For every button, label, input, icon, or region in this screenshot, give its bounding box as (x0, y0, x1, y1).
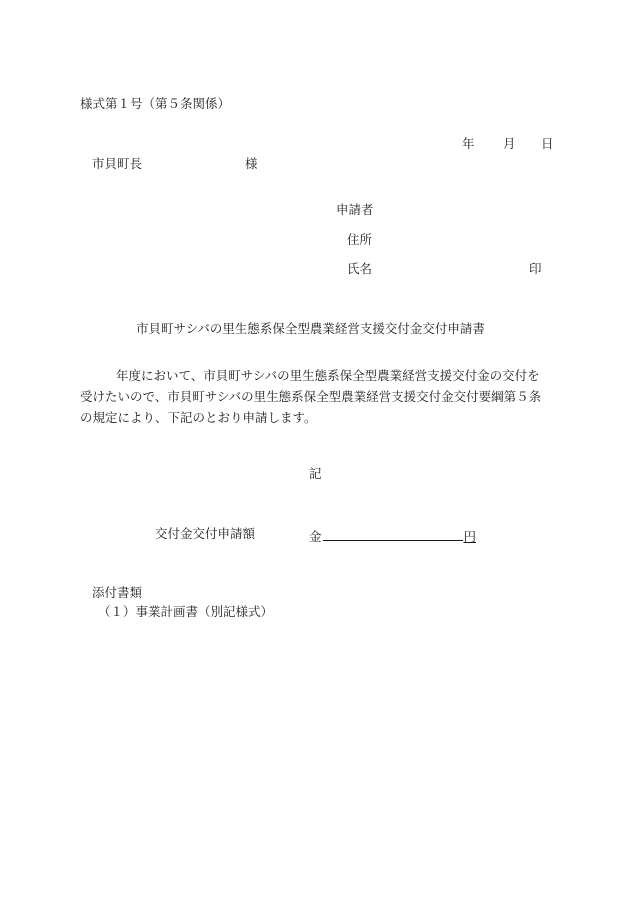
addressee-honorific: 様 (245, 156, 258, 171)
amount-blank (323, 528, 463, 541)
date-month: 月 (503, 136, 516, 151)
body-line-1: 年度において、市貝町サシバの里生態系保全型農業経営支援交付金の交付を (116, 368, 540, 383)
amount-field (309, 528, 476, 544)
amount-prefix: 金 (309, 529, 322, 544)
form-number: 様式第１号（第５条関係） (80, 96, 231, 111)
applicant-label: 申請者 (336, 202, 374, 217)
date-year: 年 (462, 136, 475, 151)
amount-suffix: 円 (463, 529, 477, 544)
seal-mark: 印 (529, 261, 542, 276)
attachment-item: （１）事業計画書（別記様式） (98, 604, 274, 619)
attachments-heading: 添付書類 (92, 585, 143, 600)
date-day: 日 (541, 136, 554, 151)
body-line-2: 受けたいので、市貝町サシバの里生態系保全型農業経営支援交付金交付要綱第５条 (80, 389, 542, 404)
amount-label: 交付金交付申請額 (155, 526, 256, 541)
ki-heading: 記 (309, 466, 322, 481)
body-paragraph (80, 365, 556, 428)
name-label: 氏名 (347, 261, 373, 276)
document-title: 市貝町サシバの里生態系保全型農業経営支援交付金交付申請書 (136, 321, 485, 336)
addressee-name: 市貝町長 (92, 156, 143, 171)
address-label: 住所 (347, 232, 373, 247)
body-line-3: の規定により、下記のとおり申請します。 (80, 410, 317, 425)
